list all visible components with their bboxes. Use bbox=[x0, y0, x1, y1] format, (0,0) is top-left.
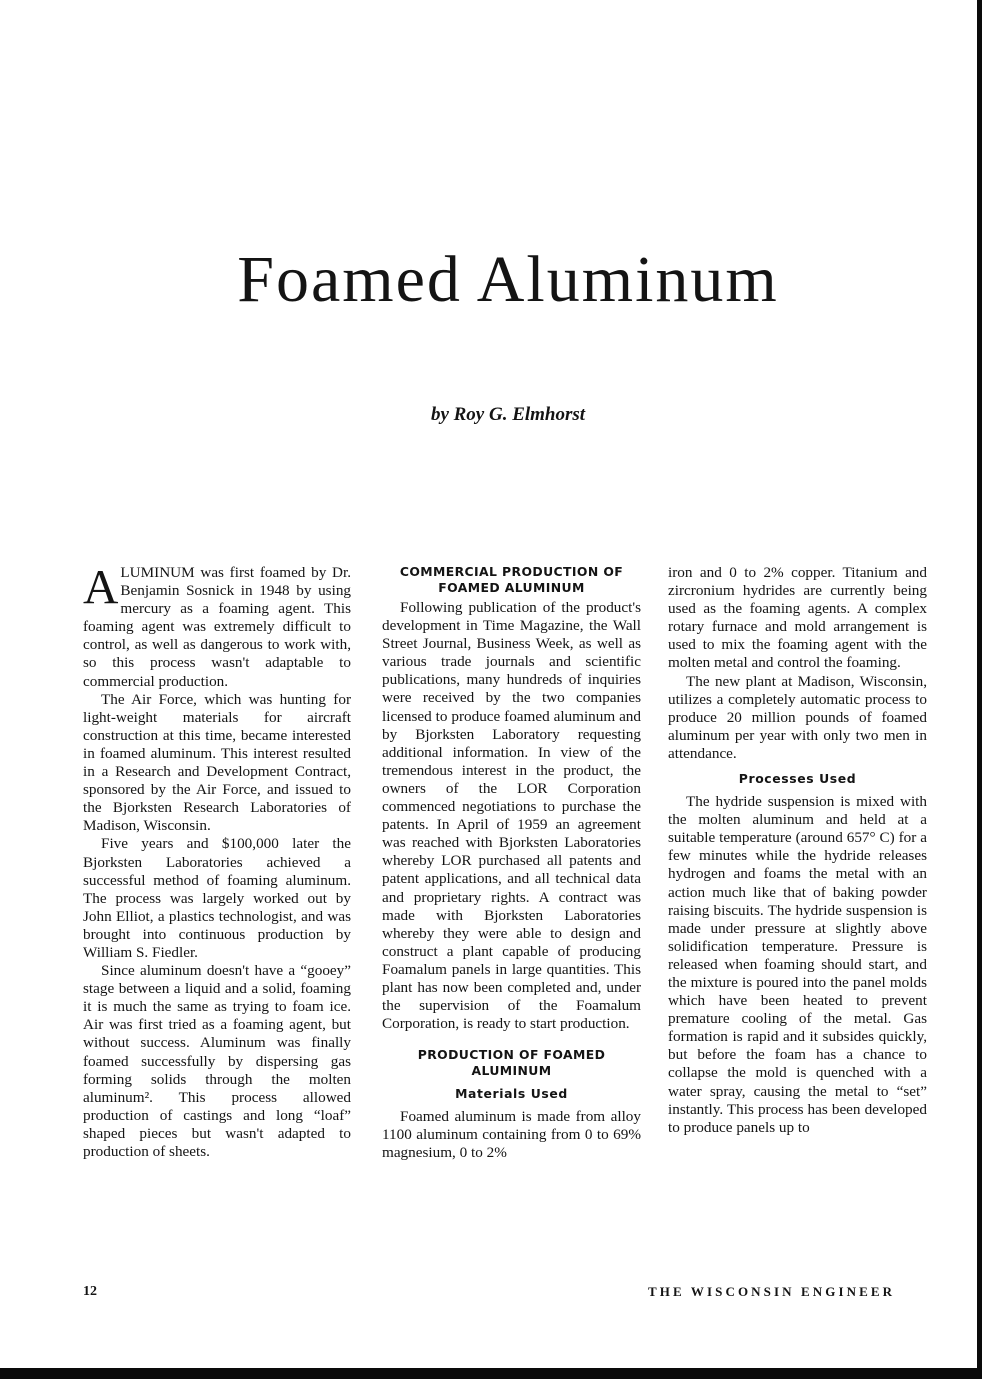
paragraph: The Air Force, which was hunting for light-weight materials for aircraft construction at this time, became interested in foamed aluminum. This interest resulted in a Research and Development Contract, sponsored by the Air Force, and issued to the Bjorksten Research Laboratories of Madison, Wisconsin. bbox=[83, 690, 351, 835]
magazine-name: THE WISCONSIN ENGINEER bbox=[648, 1284, 896, 1299]
paragraph: Foamed aluminum is made from alloy 1100 aluminum containing from 0 to 69% magnesium, 0 to 2% bbox=[382, 1108, 641, 1162]
paragraph: The new plant at Madison, Wisconsin, utilizes a completely automatic process to produce 20 million pounds of foamed aluminum per year with only two men in attendance. bbox=[668, 672, 927, 762]
paragraph: Five years and $100,000 later the Bjorksten Laboratories achieved a successful method of foaming aluminum. The process was largely worked out by John Elliot, a plastics technologist, and was brought into continuous production by William S. Fiedler. bbox=[83, 835, 351, 961]
paragraph: Following publication of the product's development in Time Magazine, the Wall Street Journal, Business Week, as well as various trade journals and scientific publications, many hundreds of inquiries were received by the two companies licensed to produce foamed aluminum and by Bjorksten Laboratory requesting additional information. In view of the tremendous interest in the product, the owners of the LOR Corporation commenced negotiations to purchase the patents. In April of 1959 an agreement was reached with Bjorksten Laboratories whereby LOR purchased all patents and patent applications, and all technical data and proprietary rights. A contract was made with Bjorksten Laboratories whereby they were able to design and construct a plant capable of producing Foamalum panels in large quantities. This plant has now been completed and, under the supervision of the Foamalum Corporation, is ready to start production. bbox=[382, 599, 641, 1033]
sub-heading: Processes Used bbox=[738, 771, 857, 787]
paragraph: iron and 0 to 2% copper. Titanium and zircronium hydrides are currently being used as the foaming agents. A complex rotary furnace and mold arrangement is used to mix the foaming agent with the molten metal and control the foaming. bbox=[668, 564, 927, 672]
section-heading: COMMERCIAL PRODUCTION OF FOAMED ALUMINUM bbox=[399, 564, 624, 595]
article-title: Foamed Aluminum bbox=[237, 243, 779, 316]
sub-heading: Materials Used bbox=[455, 1086, 568, 1102]
section-heading: PRODUCTION OF FOAMED ALUMINUM bbox=[417, 1047, 606, 1078]
paragraph: Since aluminum doesn't have a “gooey” stage between a liquid and a solid, foaming it is much the same as trying to foam ice. Air was first tried as a foaming agent, but without success. Aluminum was finally foamed successfully by dispersing gas forming solids through the molten aluminum². This process allowed production of castings and long “loaf” shaped pieces but wasn't adapted to production of sheets. bbox=[83, 962, 351, 1160]
paragraph: The hydride suspension is mixed with the molten aluminum and held at a suitable temperature (around 657° C) for a few minutes while the hydride releases hydrogen and foams the metal with an action much like that of baking powder raising biscuits. The hydride suspension is made under pressure at slightly above solidification temperature. Pressure is released when foaming should start, and the mixture is poured into the panel molds which have been heated to prevent premature cooling of the metal. Gas formation is rapid and it subsides quickly, but before the foam has a chance to collapse the mold is quenched with a water spray, causing the metal to “set” instantly. This process has been developed to produce panels up to bbox=[668, 793, 927, 1136]
drop-cap: A bbox=[83, 559, 119, 614]
paragraph-text: LUMINUM was first foamed by Dr. Benjamin Sosnick in 1948 by using mercury as a foaming agent. This foaming agent was extremely difficult to control, as well as dangerous to work with, so this process wasn't adaptable to commercial production. bbox=[83, 564, 351, 690]
page-edge-right bbox=[977, 0, 982, 1379]
column-1 bbox=[83, 559, 351, 1161]
page-number: 12 bbox=[83, 1284, 97, 1299]
article-byline: by Roy G. Elmhorst bbox=[430, 404, 586, 425]
page-edge-bottom bbox=[0, 1368, 982, 1379]
paragraph bbox=[83, 559, 351, 691]
column-2 bbox=[382, 564, 641, 1163]
column-3 bbox=[668, 564, 927, 1137]
